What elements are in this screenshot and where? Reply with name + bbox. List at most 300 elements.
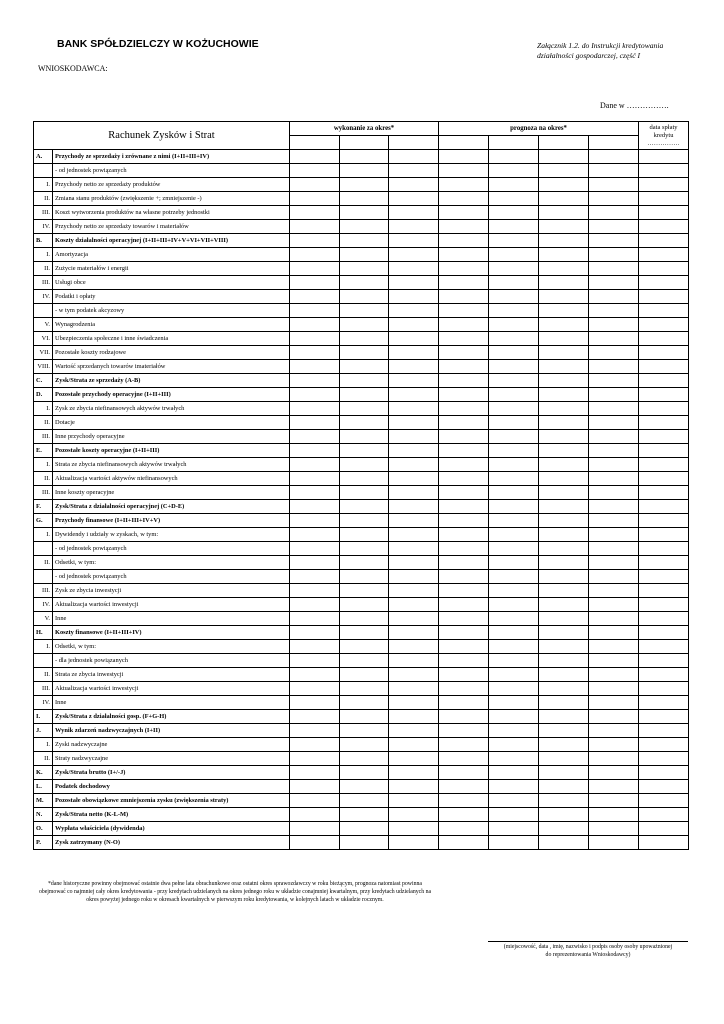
value-cell[interactable] (589, 738, 639, 752)
value-cell[interactable] (389, 556, 439, 570)
value-cell[interactable] (539, 346, 589, 360)
value-cell[interactable] (639, 290, 689, 304)
value-cell[interactable] (639, 766, 689, 780)
value-cell[interactable] (589, 486, 639, 500)
value-cell[interactable] (639, 640, 689, 654)
value-cell[interactable] (439, 822, 489, 836)
value-cell[interactable] (589, 528, 639, 542)
value-cell[interactable] (290, 794, 340, 808)
value-cell[interactable] (489, 318, 539, 332)
value-cell[interactable] (489, 164, 539, 178)
value-cell[interactable] (639, 500, 689, 514)
value-cell[interactable] (639, 220, 689, 234)
value-cell[interactable] (439, 696, 489, 710)
value-cell[interactable] (589, 164, 639, 178)
value-cell[interactable] (389, 612, 439, 626)
value-cell[interactable] (290, 150, 340, 164)
value-cell[interactable] (589, 290, 639, 304)
value-cell[interactable] (389, 206, 439, 220)
value-cell[interactable] (389, 696, 439, 710)
value-cell[interactable] (389, 598, 439, 612)
value-cell[interactable] (290, 528, 340, 542)
value-cell[interactable] (589, 626, 639, 640)
value-cell[interactable] (389, 626, 439, 640)
value-cell[interactable] (389, 570, 439, 584)
value-cell[interactable] (589, 276, 639, 290)
value-cell[interactable] (489, 710, 539, 724)
value-cell[interactable] (340, 654, 389, 668)
value-cell[interactable] (439, 444, 489, 458)
value-cell[interactable] (539, 206, 589, 220)
value-cell[interactable] (340, 724, 389, 738)
value-cell[interactable] (589, 668, 639, 682)
value-cell[interactable] (589, 514, 639, 528)
value-cell[interactable] (639, 332, 689, 346)
value-cell[interactable] (639, 402, 689, 416)
value-cell[interactable] (340, 556, 389, 570)
value-cell[interactable] (489, 794, 539, 808)
value-cell[interactable] (589, 794, 639, 808)
value-cell[interactable] (539, 486, 589, 500)
value-cell[interactable] (389, 514, 439, 528)
value-cell[interactable] (639, 192, 689, 206)
value-cell[interactable] (589, 724, 639, 738)
value-cell[interactable] (389, 458, 439, 472)
value-cell[interactable] (539, 794, 589, 808)
value-cell[interactable] (290, 738, 340, 752)
value-cell[interactable] (389, 304, 439, 318)
value-cell[interactable] (340, 640, 389, 654)
value-cell[interactable] (340, 808, 389, 822)
value-cell[interactable] (439, 626, 489, 640)
value-cell[interactable] (639, 444, 689, 458)
value-cell[interactable] (290, 346, 340, 360)
value-cell[interactable] (489, 234, 539, 248)
value-cell[interactable] (639, 234, 689, 248)
value-cell[interactable] (340, 542, 389, 556)
value-cell[interactable] (639, 248, 689, 262)
value-cell[interactable] (439, 766, 489, 780)
value-cell[interactable] (439, 304, 489, 318)
value-cell[interactable] (340, 794, 389, 808)
value-cell[interactable] (290, 290, 340, 304)
value-cell[interactable] (539, 612, 589, 626)
value-cell[interactable] (589, 416, 639, 430)
value-cell[interactable] (340, 486, 389, 500)
value-cell[interactable] (439, 164, 489, 178)
value-cell[interactable] (589, 654, 639, 668)
value-cell[interactable] (539, 556, 589, 570)
value-cell[interactable] (290, 332, 340, 346)
value-cell[interactable] (290, 514, 340, 528)
value-cell[interactable] (489, 682, 539, 696)
value-cell[interactable] (439, 430, 489, 444)
value-cell[interactable] (639, 682, 689, 696)
value-cell[interactable] (340, 360, 389, 374)
value-cell[interactable] (589, 388, 639, 402)
value-cell[interactable] (589, 150, 639, 164)
value-cell[interactable] (290, 570, 340, 584)
value-cell[interactable] (589, 584, 639, 598)
value-cell[interactable] (539, 234, 589, 248)
value-cell[interactable] (389, 150, 439, 164)
value-cell[interactable] (439, 654, 489, 668)
value-cell[interactable] (589, 220, 639, 234)
value-cell[interactable] (489, 626, 539, 640)
header-period-cell[interactable] (389, 136, 439, 150)
value-cell[interactable] (589, 402, 639, 416)
value-cell[interactable] (340, 416, 389, 430)
value-cell[interactable] (439, 752, 489, 766)
value-cell[interactable] (340, 584, 389, 598)
value-cell[interactable] (290, 542, 340, 556)
value-cell[interactable] (589, 178, 639, 192)
header-period-cell[interactable] (290, 136, 340, 150)
value-cell[interactable] (290, 458, 340, 472)
value-cell[interactable] (539, 248, 589, 262)
value-cell[interactable] (539, 836, 589, 850)
value-cell[interactable] (389, 752, 439, 766)
value-cell[interactable] (639, 206, 689, 220)
value-cell[interactable] (439, 262, 489, 276)
value-cell[interactable] (639, 430, 689, 444)
value-cell[interactable] (539, 682, 589, 696)
value-cell[interactable] (439, 360, 489, 374)
value-cell[interactable] (439, 542, 489, 556)
header-period-cell[interactable] (439, 136, 489, 150)
value-cell[interactable] (290, 836, 340, 850)
value-cell[interactable] (639, 598, 689, 612)
value-cell[interactable] (539, 528, 589, 542)
value-cell[interactable] (539, 584, 589, 598)
value-cell[interactable] (539, 472, 589, 486)
value-cell[interactable] (389, 472, 439, 486)
value-cell[interactable] (489, 752, 539, 766)
value-cell[interactable] (539, 150, 589, 164)
value-cell[interactable] (589, 766, 639, 780)
value-cell[interactable] (290, 626, 340, 640)
value-cell[interactable] (340, 598, 389, 612)
value-cell[interactable] (639, 794, 689, 808)
value-cell[interactable] (639, 150, 689, 164)
value-cell[interactable] (290, 430, 340, 444)
value-cell[interactable] (389, 192, 439, 206)
value-cell[interactable] (439, 556, 489, 570)
value-cell[interactable] (489, 388, 539, 402)
value-cell[interactable] (439, 570, 489, 584)
value-cell[interactable] (489, 514, 539, 528)
value-cell[interactable] (389, 290, 439, 304)
value-cell[interactable] (290, 822, 340, 836)
value-cell[interactable] (439, 402, 489, 416)
value-cell[interactable] (389, 430, 439, 444)
value-cell[interactable] (639, 360, 689, 374)
value-cell[interactable] (539, 822, 589, 836)
value-cell[interactable] (539, 640, 589, 654)
value-cell[interactable] (539, 360, 589, 374)
value-cell[interactable] (439, 528, 489, 542)
value-cell[interactable] (389, 276, 439, 290)
value-cell[interactable] (589, 710, 639, 724)
value-cell[interactable] (539, 430, 589, 444)
value-cell[interactable] (340, 332, 389, 346)
value-cell[interactable] (639, 822, 689, 836)
value-cell[interactable] (489, 416, 539, 430)
value-cell[interactable] (290, 486, 340, 500)
value-cell[interactable] (439, 150, 489, 164)
value-cell[interactable] (340, 262, 389, 276)
value-cell[interactable] (589, 556, 639, 570)
value-cell[interactable] (589, 444, 639, 458)
value-cell[interactable] (639, 276, 689, 290)
value-cell[interactable] (389, 388, 439, 402)
value-cell[interactable] (340, 836, 389, 850)
value-cell[interactable] (539, 262, 589, 276)
value-cell[interactable] (290, 318, 340, 332)
value-cell[interactable] (340, 710, 389, 724)
value-cell[interactable] (389, 220, 439, 234)
value-cell[interactable] (340, 822, 389, 836)
value-cell[interactable] (290, 710, 340, 724)
value-cell[interactable] (389, 416, 439, 430)
value-cell[interactable] (290, 598, 340, 612)
value-cell[interactable] (389, 486, 439, 500)
value-cell[interactable] (639, 374, 689, 388)
value-cell[interactable] (589, 598, 639, 612)
value-cell[interactable] (639, 570, 689, 584)
value-cell[interactable] (389, 318, 439, 332)
value-cell[interactable] (589, 612, 639, 626)
value-cell[interactable] (539, 220, 589, 234)
value-cell[interactable] (340, 164, 389, 178)
value-cell[interactable] (439, 192, 489, 206)
value-cell[interactable] (539, 724, 589, 738)
value-cell[interactable] (439, 794, 489, 808)
value-cell[interactable] (539, 696, 589, 710)
value-cell[interactable] (290, 780, 340, 794)
value-cell[interactable] (489, 472, 539, 486)
value-cell[interactable] (340, 472, 389, 486)
value-cell[interactable] (389, 542, 439, 556)
value-cell[interactable] (489, 668, 539, 682)
value-cell[interactable] (589, 570, 639, 584)
value-cell[interactable] (539, 444, 589, 458)
value-cell[interactable] (489, 556, 539, 570)
value-cell[interactable] (589, 752, 639, 766)
value-cell[interactable] (489, 766, 539, 780)
value-cell[interactable] (489, 192, 539, 206)
value-cell[interactable] (340, 178, 389, 192)
value-cell[interactable] (539, 164, 589, 178)
value-cell[interactable] (340, 290, 389, 304)
value-cell[interactable] (290, 234, 340, 248)
value-cell[interactable] (340, 346, 389, 360)
value-cell[interactable] (290, 444, 340, 458)
value-cell[interactable] (489, 444, 539, 458)
value-cell[interactable] (539, 192, 589, 206)
value-cell[interactable] (290, 640, 340, 654)
value-cell[interactable] (340, 500, 389, 514)
value-cell[interactable] (639, 542, 689, 556)
value-cell[interactable] (639, 178, 689, 192)
value-cell[interactable] (489, 738, 539, 752)
value-cell[interactable] (439, 458, 489, 472)
value-cell[interactable] (539, 668, 589, 682)
value-cell[interactable] (589, 640, 639, 654)
value-cell[interactable] (340, 234, 389, 248)
value-cell[interactable] (439, 808, 489, 822)
value-cell[interactable] (639, 654, 689, 668)
value-cell[interactable] (639, 346, 689, 360)
header-period-cell[interactable] (340, 136, 389, 150)
value-cell[interactable] (340, 626, 389, 640)
value-cell[interactable] (639, 556, 689, 570)
value-cell[interactable] (589, 836, 639, 850)
value-cell[interactable] (439, 472, 489, 486)
value-cell[interactable] (539, 388, 589, 402)
value-cell[interactable] (589, 332, 639, 346)
value-cell[interactable] (290, 164, 340, 178)
value-cell[interactable] (439, 612, 489, 626)
value-cell[interactable] (439, 584, 489, 598)
value-cell[interactable] (639, 668, 689, 682)
value-cell[interactable] (290, 556, 340, 570)
value-cell[interactable] (290, 206, 340, 220)
value-cell[interactable] (340, 458, 389, 472)
value-cell[interactable] (290, 262, 340, 276)
value-cell[interactable] (589, 500, 639, 514)
value-cell[interactable] (439, 276, 489, 290)
value-cell[interactable] (290, 472, 340, 486)
value-cell[interactable] (290, 388, 340, 402)
value-cell[interactable] (489, 276, 539, 290)
value-cell[interactable] (389, 640, 439, 654)
value-cell[interactable] (489, 262, 539, 276)
value-cell[interactable] (389, 360, 439, 374)
value-cell[interactable] (389, 710, 439, 724)
value-cell[interactable] (639, 262, 689, 276)
value-cell[interactable] (539, 458, 589, 472)
value-cell[interactable] (439, 710, 489, 724)
value-cell[interactable] (539, 290, 589, 304)
value-cell[interactable] (639, 724, 689, 738)
value-cell[interactable] (439, 346, 489, 360)
value-cell[interactable] (489, 584, 539, 598)
value-cell[interactable] (439, 388, 489, 402)
value-cell[interactable] (439, 234, 489, 248)
value-cell[interactable] (489, 290, 539, 304)
value-cell[interactable] (389, 668, 439, 682)
value-cell[interactable] (389, 654, 439, 668)
value-cell[interactable] (389, 794, 439, 808)
value-cell[interactable] (290, 696, 340, 710)
value-cell[interactable] (539, 626, 589, 640)
value-cell[interactable] (290, 752, 340, 766)
value-cell[interactable] (340, 780, 389, 794)
value-cell[interactable] (489, 332, 539, 346)
value-cell[interactable] (340, 682, 389, 696)
value-cell[interactable] (290, 192, 340, 206)
value-cell[interactable] (439, 332, 489, 346)
value-cell[interactable] (389, 164, 439, 178)
value-cell[interactable] (489, 402, 539, 416)
value-cell[interactable] (539, 276, 589, 290)
value-cell[interactable] (340, 192, 389, 206)
value-cell[interactable] (290, 416, 340, 430)
header-period-cell[interactable] (539, 136, 589, 150)
value-cell[interactable] (639, 164, 689, 178)
value-cell[interactable] (639, 304, 689, 318)
value-cell[interactable] (340, 248, 389, 262)
value-cell[interactable] (639, 626, 689, 640)
value-cell[interactable] (340, 766, 389, 780)
value-cell[interactable] (340, 388, 389, 402)
value-cell[interactable] (290, 220, 340, 234)
value-cell[interactable] (539, 710, 589, 724)
value-cell[interactable] (340, 696, 389, 710)
value-cell[interactable] (589, 234, 639, 248)
value-cell[interactable] (389, 500, 439, 514)
value-cell[interactable] (639, 808, 689, 822)
value-cell[interactable] (439, 178, 489, 192)
value-cell[interactable] (489, 640, 539, 654)
value-cell[interactable] (639, 416, 689, 430)
value-cell[interactable] (389, 738, 439, 752)
value-cell[interactable] (340, 318, 389, 332)
value-cell[interactable] (589, 318, 639, 332)
value-cell[interactable] (639, 584, 689, 598)
value-cell[interactable] (639, 388, 689, 402)
value-cell[interactable] (340, 220, 389, 234)
value-cell[interactable] (439, 290, 489, 304)
value-cell[interactable] (389, 724, 439, 738)
value-cell[interactable] (340, 514, 389, 528)
value-cell[interactable] (290, 724, 340, 738)
value-cell[interactable] (439, 220, 489, 234)
value-cell[interactable] (290, 584, 340, 598)
value-cell[interactable] (290, 654, 340, 668)
value-cell[interactable] (539, 808, 589, 822)
value-cell[interactable] (539, 780, 589, 794)
value-cell[interactable] (389, 808, 439, 822)
value-cell[interactable] (489, 360, 539, 374)
value-cell[interactable] (389, 822, 439, 836)
value-cell[interactable] (340, 402, 389, 416)
header-period-cell[interactable] (489, 136, 539, 150)
value-cell[interactable] (340, 206, 389, 220)
value-cell[interactable] (589, 374, 639, 388)
value-cell[interactable] (489, 178, 539, 192)
value-cell[interactable] (589, 822, 639, 836)
value-cell[interactable] (389, 234, 439, 248)
value-cell[interactable] (340, 444, 389, 458)
value-cell[interactable] (389, 332, 439, 346)
value-cell[interactable] (489, 150, 539, 164)
value-cell[interactable] (539, 598, 589, 612)
value-cell[interactable] (589, 430, 639, 444)
value-cell[interactable] (589, 696, 639, 710)
value-cell[interactable] (539, 374, 589, 388)
value-cell[interactable] (290, 360, 340, 374)
value-cell[interactable] (489, 836, 539, 850)
value-cell[interactable] (589, 346, 639, 360)
value-cell[interactable] (639, 752, 689, 766)
value-cell[interactable] (639, 472, 689, 486)
value-cell[interactable] (539, 752, 589, 766)
value-cell[interactable] (539, 738, 589, 752)
value-cell[interactable] (539, 500, 589, 514)
value-cell[interactable] (489, 500, 539, 514)
